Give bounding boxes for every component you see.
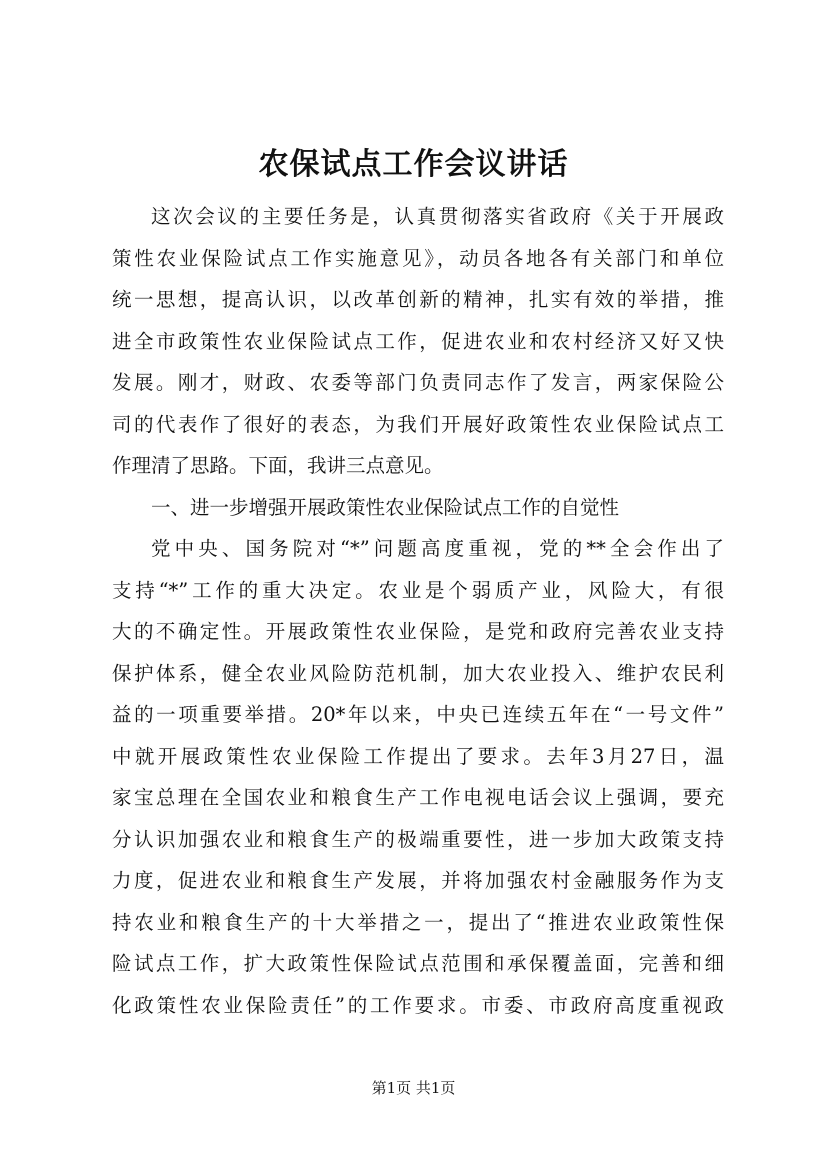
- text-line: 险试点工作，扩大政策性保险试点范围和承保覆盖面，完善和细: [112, 952, 724, 975]
- text-line: 策性农业保险试点工作实施意见》，动员各地各有关部门和单位: [112, 246, 724, 270]
- text-line: 力度，促进农业和粮食生产发展，并将加强农村金融服务作为支: [112, 869, 724, 892]
- text-line: 支持“*”工作的重大决定。农业是个弱质产业，风险大，有很: [112, 578, 724, 602]
- text-line: 家宝总理在全国农业和粮食生产工作电视电话会议上强调，要充: [112, 786, 724, 809]
- text-line: 司的代表作了很好的表态，为我们开展好政策性农业保险试点工: [112, 412, 724, 436]
- text-line: 党中央、国务院对“*”问题高度重视，党的**全会作出了: [151, 537, 724, 560]
- text-line: 这次会议的主要任务是，认真贯彻落实省政府《关于开展政: [151, 205, 724, 228]
- document-title: 农保试点工作会议讲话: [258, 147, 569, 182]
- text-line: 分认识加强农业和粮食生产的极端重要性，进一步加大政策支持: [112, 827, 724, 851]
- text-line: 发展。刚才，财政、农委等部门负责同志作了发言，两家保险公: [112, 371, 724, 394]
- section-heading: 一、进一步增强开展政策性农业保险试点工作的自觉性: [151, 495, 620, 519]
- text-line: 进全市政策性农业保险试点工作，促进农业和农村经济又好又快: [112, 329, 724, 353]
- text-line: 持农业和粮食生产的十大举措之一，提出了“推进农业政策性保: [112, 910, 724, 934]
- text-line: 统一思想，提高认识，以改革创新的精神，扎实有效的举措，推: [112, 288, 724, 311]
- text-line: 作理清了思路。下面，我讲三点意见。: [112, 454, 444, 477]
- document-body: [112, 196, 724, 1026]
- text-line: 中就开展政策性农业保险工作提出了要求。去年3月27日，温: [112, 744, 724, 768]
- text-line: 化政策性农业保险责任”的工作要求。市委、市政府高度重视政: [112, 993, 724, 1017]
- text-line: 益的一项重要举措。20*年以来，中央已连续五年在“一号文件”: [112, 703, 724, 726]
- text-line: 大的不确定性。开展政策性农业保险，是党和政府完善农业支持: [112, 620, 724, 643]
- page-footer: 第1页 共1页: [371, 1079, 456, 1097]
- text-line: 保护体系，健全农业风险防范机制，加大农业投入、维护农民利: [112, 661, 724, 685]
